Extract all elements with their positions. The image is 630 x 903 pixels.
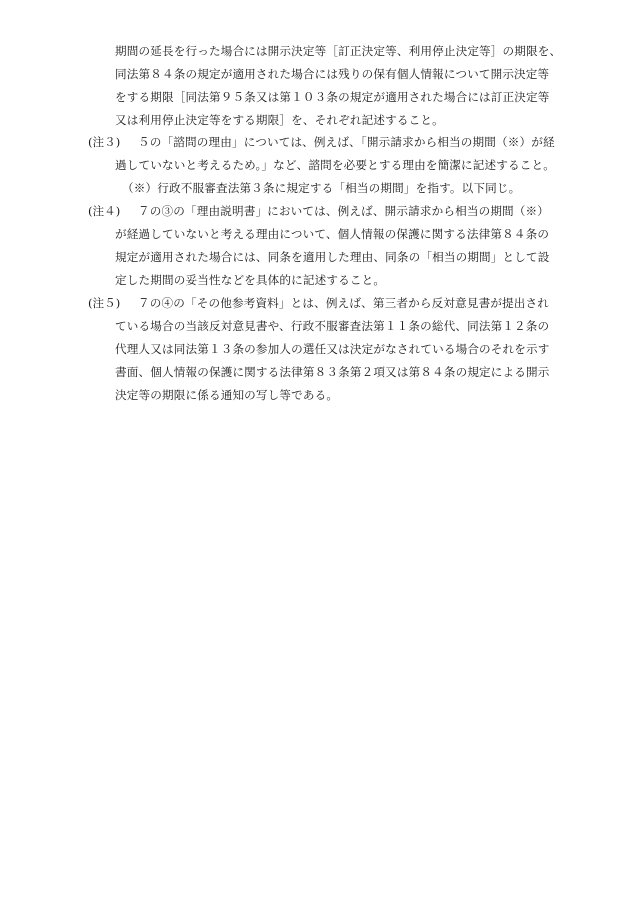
note-5-line: ている場合の当該反対意見書や、行政不服審査法第１１条の総代、同法第１２条の: [115, 319, 550, 333]
note-5-line: ７の④の「その他参考資料」とは、例えば、第三者から反対意見書が提出され: [138, 296, 550, 310]
note-5-line: 書面、個人情報の保護に関する法律第８３条第２項又は第８４条の規定による開示: [115, 365, 550, 379]
note-5-line: 決定等の期限に係る通知の写し等である。: [115, 388, 339, 402]
note-4-line: 規定が適用された場合には、同条を適用した理由、同条の「相当の期間」として設: [115, 250, 550, 264]
note-3-line: 過していないと考えるため。」など、諮問を必要とする理由を簡潔に記述すること。: [115, 158, 556, 172]
note-3-label: (注３): [88, 135, 121, 149]
note-4-line: が経過していないと考える理由について、個人情報の保護に関する法律第８４条の: [115, 227, 550, 241]
intro-line: 同法第８４条の規定が適用された場合には残りの保有個人情報について開示決定等: [115, 67, 550, 81]
intro-line: 期間の延長を行った場合には開示決定等［訂正決定等、利用停止決定等］の期限を、: [115, 44, 562, 58]
note-4-label: (注４): [88, 204, 121, 218]
note-4-line: 定した期間の妥当性などを具体的に記述すること。: [115, 273, 386, 287]
note-5-label: (注５): [88, 296, 121, 310]
note-3-footnote: （※）行政不服審査法第３条に規定する「相当の期間」を指す。以下同じ。: [122, 181, 521, 195]
note-5-line: 代理人又は同法第１３条の参加人の選任又は決定がなされている場合のそれを示す: [115, 342, 550, 356]
intro-line: をする期限［同法第９５条又は第１０３条の規定が適用された場合には訂正決定等: [115, 90, 550, 104]
note-3-line: ５の「諮問の理由」については、例えば、「開示請求から相当の期間（※）が経: [138, 135, 555, 149]
note-4-line: ７の③の「理由説明書」においては、例えば、開示請求から相当の期間（※）: [138, 204, 550, 218]
intro-line: 又は利用停止決定等をする期限］を、それぞれ記述すること。: [115, 113, 444, 127]
